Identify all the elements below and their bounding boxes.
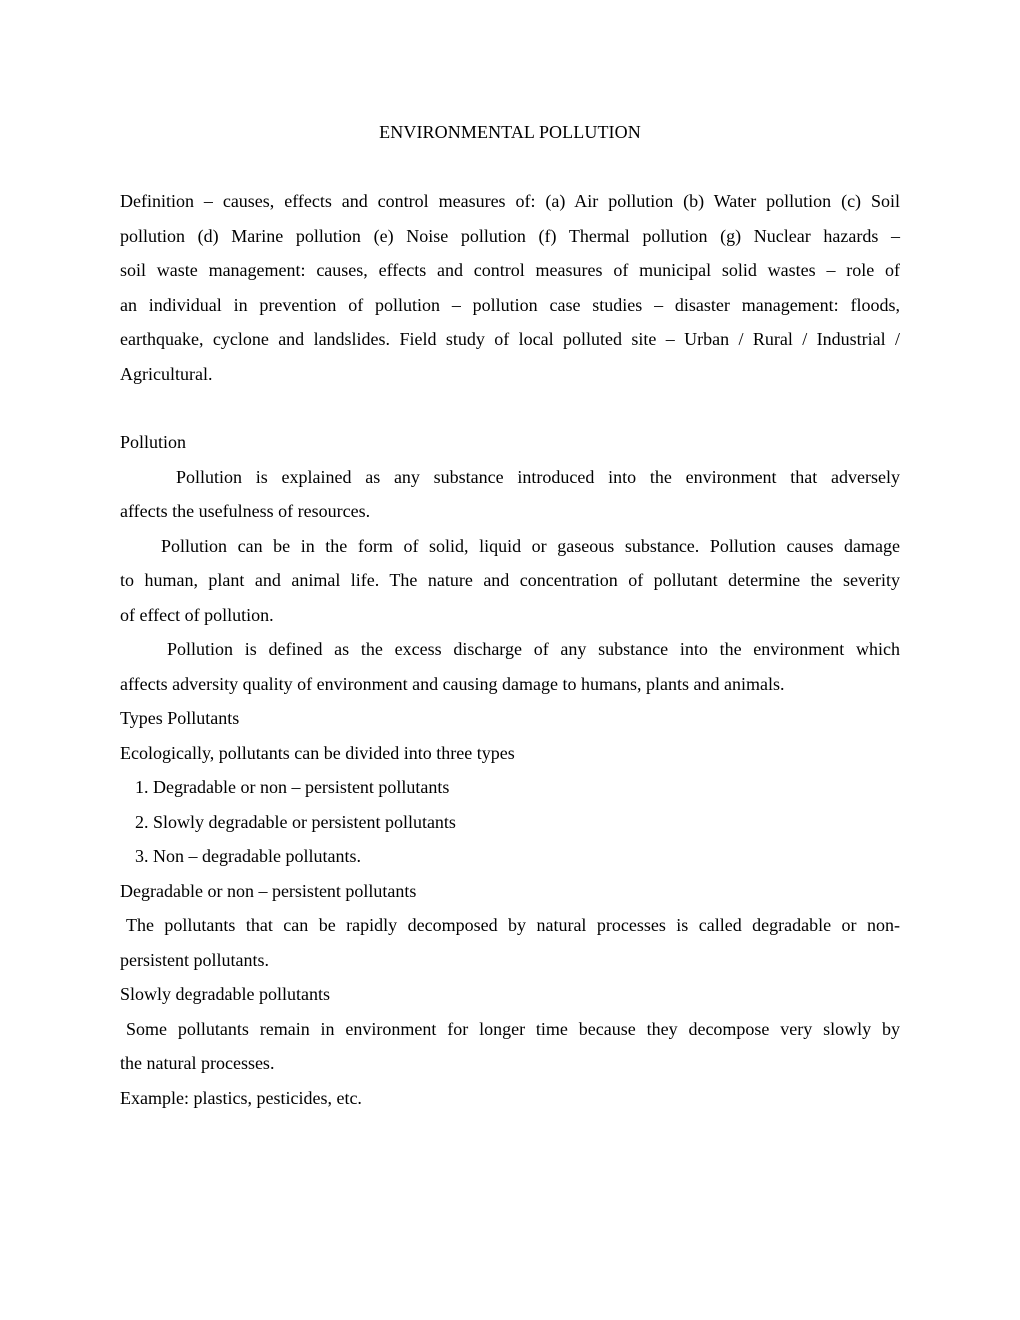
pollution-para1-line: Pollution is explained as any substance introduced into the environment that adversely [176,466,900,487]
pollution-para3-line: affects adversity quality of environment and causing damage to humans, plants and animals. [120,673,785,694]
slowly-degradable-section [120,977,900,1115]
degradable-body-line: The pollutants that can be rapidly decomposed by natural processes is called degradable or non- [126,915,900,935]
syllabus-line: Definition – causes, effects and control measures of: (a) Air pollution (b) Water pollution (c) Soil [120,191,900,211]
section-heading-types: Types Pollutants [120,708,240,728]
pollution-para2-line: Pollution can be in the form of solid, liquid or gaseous substance. Pollution causes damage [161,535,900,556]
syllabus-line: Agricultural. [120,363,213,384]
pollution-para2-line: of effect of pollution. [120,604,274,625]
types-intro: Ecologically, pollutants can be divided into three types [120,742,515,763]
syllabus-line: earthquake, cyclone and landslides. Field study of local polluted site – Urban / Rural / Industrial / [120,329,900,349]
syllabus-line: pollution (d) Marine pollution (e) Noise pollution (f) Thermal pollution (g) Nuclear hazards – [120,225,900,246]
syllabus-paragraph [120,184,900,391]
page-title: ENVIRONMENTAL POLLUTION [379,122,641,142]
slowly-body-line: Some pollutants remain in environment for longer time because they decompose very slowly by [126,1018,900,1039]
pollution-para3-line: Pollution is defined as the excess discharge of any substance into the environment which [167,639,900,659]
degradable-section [120,874,900,978]
types-list-item: 1. Degradable or non – persistent pollutants [135,777,450,797]
pollution-para2-line: to human, plant and animal life. The nature and concentration of pollutant determine the severity [120,570,900,590]
slowly-body-line: the natural processes. [120,1053,275,1073]
types-list-item: 3. Non – degradable pollutants. [135,846,361,866]
section-heading-pollution: Pollution [120,432,187,452]
types-list-item: 2. Slowly degradable or persistent pollutants [135,811,456,832]
syllabus-line: an individual in prevention of pollution – pollution case studies – disaster management: floods, [120,294,900,315]
types-section [120,701,900,874]
pollution-para1-line: affects the usefulness of resources. [120,501,371,521]
example-line: Example: plastics, pesticides, etc. [120,1087,362,1108]
pollution-section [120,425,900,701]
syllabus-line: soil waste management: causes, effects and control measures of municipal solid wastes – role of [120,260,900,280]
section-heading-slowly-degradable: Slowly degradable pollutants [120,984,330,1004]
degradable-body-line: persistent pollutants. [120,949,269,970]
section-heading-degradable: Degradable or non – persistent pollutants [120,880,417,901]
